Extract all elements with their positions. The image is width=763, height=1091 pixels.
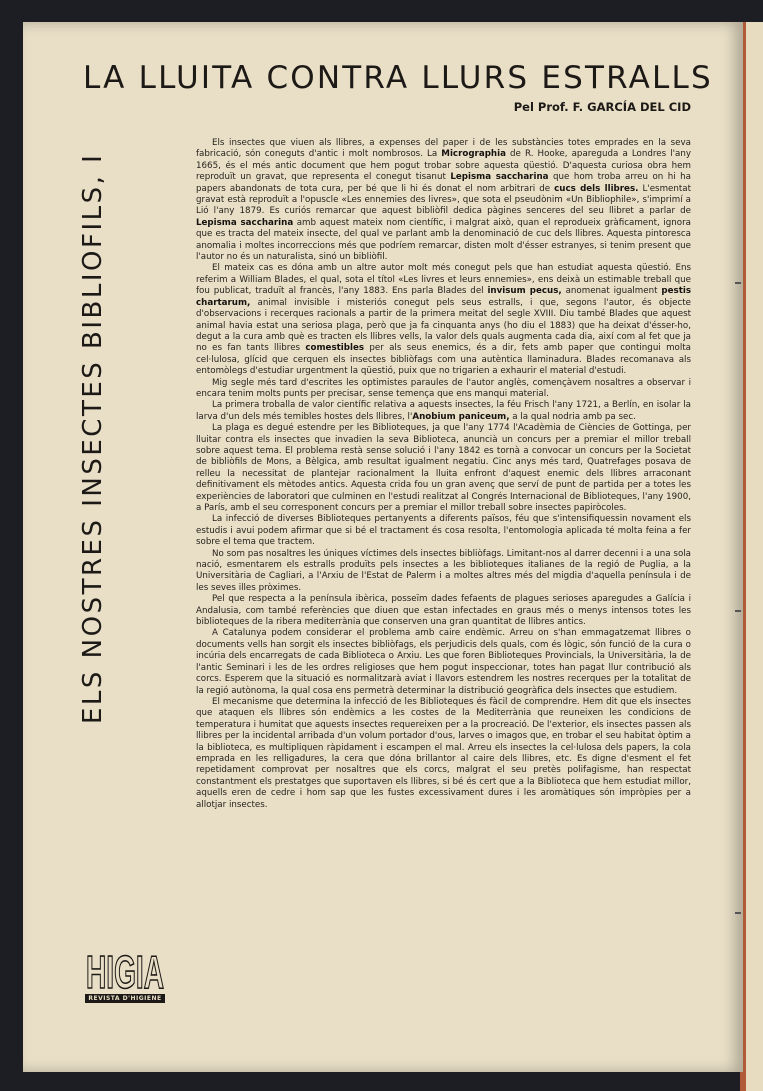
series-title-vertical: ELS NOSTRES INSECTES BIBLIOFILS, I	[78, 152, 108, 724]
binding-mark	[735, 282, 741, 284]
article-body	[196, 138, 691, 811]
paragraph: La plaga es degué estendre per les Biblioteques, ja que l'any 1774 l'Acadèmia de Ciències de Gottinga, per lluitar contra els insectes que invadien la seva Biblioteca, anuncià un concurs per a premiar el millor treball sobre aquest tema. El problema restà sense solució i l'any 1842 es tornà a convocar un concurs per la Societat de bibliòfils de Mons, a Bèlgica, amb resultat igualment negatiu. Cinc anys més tard, Quatrefages posava de relleu la necessitat de plantejar racionalment la lluita enfront d'aquest enemic dels llibres arraconant definitivament els mètodes antics. Aquesta crida fou un gran avenç que serví de punt de partida per a totes les experiències de laboratori que culminen en l'estudi realitzat al Congrés Internacional de Biblioteques, l'any 1900, a París, amb el seu corresponent concurs per a premiar el millor treball sobre insectes papiròcoles.	[196, 423, 691, 513]
binding-mark	[735, 610, 741, 612]
logo-subtitle: REVISTA D'HIGIENE	[85, 994, 165, 1003]
facing-page-edge	[740, 22, 763, 1091]
article-title: LA LLUITA CONTRA LLURS ESTRALLS	[83, 60, 713, 96]
paragraph: No som pas nosaltres les úniques víctimes dels insectes bibliòfags. Limitant-nos al darrer decenni i a una sola nació, esmentarem els estralls produïts pels insectes a les biblioteques italianes de la regió de Puglia, a la Universitària de Cagliari, a l'Arxiu de l'Estat de Palerm i a moltes altres més del migdia d'aquella península i de les seves illes pròximes.	[196, 548, 691, 593]
paragraph: A Catalunya podem considerar el problema amb caire endèmic. Arreu on s'han emmagatzemat llibres o documents vells han sorgit els insectes bibliòfags, els perjudicis dels quals, com és lògic, són funció de la cura o incúria dels encarregats de cada Biblioteca o Arxiu. Les que foren Biblioteques Provincials, la Universitària, la de l'antic Seminari i les de les ordres religioses que hem pogut inspeccionar, totes han pagat llur contribució als corcs. Esperem que la situació es normalitzarà aviat i llavors estendrem les nostres recerques per la totalitat de la regió autònoma, la qual cosa ens permetrà determinar la distribució geogràfica dels insectes que estudiem.	[196, 628, 691, 696]
magazine-page	[23, 22, 743, 1072]
facing-page	[746, 22, 763, 1091]
paragraph: El mecanisme que determina la infecció de les Biblioteques és fàcil de comprendre. Hem dit que els insectes que ataquen els llibres són endèmics a les costes de la Mediterrània que reuneixen les condicions de temperatura i humitat que aquests insectes requereixen per a la procreació. De l'exterior, els insectes passen als llibres per la incidental arribada d'un volum portador d'ous, larves o imagos que, en trobar el seu habitat òptim a la biblioteca, es multipliquen ràpidament i escampen el mal. Arreu els insectes la cel·lulosa dels papers, la cola emprada en les relligadures, la cera que dóna brillantor al caire dels llibres, etc. Es digne d'esment el fet repetidament comprovat per nosaltres que els corcs, malgrat el seu pretès polifagisme, han respectat constantment els prestatges que suportaven els llibres, si bé és cert que a la Biblioteca que hem estudiat millor, aquells eren de cedre i hom sap que les fustes excessivament dures i les aromàtiques són impròpies per a allotjar insectes.	[196, 696, 691, 810]
article-byline: Pel Prof. F. GARCÍA DEL CID	[513, 100, 691, 114]
paragraph: Mig segle més tard d'escrites les optimistes paraules de l'autor anglès, començàvem nosaltres a observar i encara tenim molts punts per precisar, sense temença que ens manqui material.	[196, 377, 691, 399]
paragraph: El mateix cas es dóna amb un altre autor molt més conegut pels que han estudiat aquesta qüestió. Ens referim a William Blades, el qual, sota el títol «Les livres et leurs ennemies», ens deixà un estimable treball que fou publicat, traduït al francès, l'any 1883. Ens parla Blades del invisum pecus, anomenat igualment pestis chartarum, animal invisible i misteriós conegut pels seus estralls, i que, segons l'autor, és objecte d'observacions i recerques racionals a partir de la primera meitat del segle XVIII. Diu també Blades que aquest animal havia estat una seriosa plaga, però que ja fa cinquanta anys (ho diu el 1883) que ha deixat d'ésser-ho, degut a la cura amb què es tracten els llibres vells, la valor dels quals augmenta cada dia, així com al fet que ja no es fan tants llibres comestibles per als seus enemics, és a dir, fets amb paper que contingui molta cel·lulosa, glícid que cerquen els insectes bibliòfags com una autèntica llaminadura. Blades recomanava als entomòlegs d'estudiar urgentment la qüestió, puix que no trigarien a exhaurir el material d'estudi.	[196, 263, 691, 377]
higia-logo-mark	[85, 948, 165, 992]
paragraph: Els insectes que viuen als llibres, a expenses del paper i de les substàncies totes emprades en la seva fabricació, són coneguts d'antic i molt nombrosos. La Micrographia de R. Hooke, apareguda a Londres l'any 1665, és el més antic document que hem pogut trobar sobre aquesta qüestió. D'aquesta curiosa obra hem reproduït un gravat, que representa el conegut tisanut Lepisma saccharina que hom troba arreu on hi ha papers abandonats de tota cura, per bé que li hi és donat el nom arbitrari de cucs dels llibres. L'esmentat gravat està reproduït a l'opuscle «Les ennemies des livres», que sota el pseudònim «Un Bibliophile», s'imprimí a Lió l'any 1879. Es curiós remarcar que aquest bibliòfil dedica pàgines senceres del seu llibret a parlar de Lepisma saccharina amb aquest mateix nom científic, i malgrat això, quan el reprodueix gràficament, ignora que es tracta del mateix insecte, del qual ve parlant amb la denominació de cuc dels llibres. Aquesta pintoresca anomalia i moltes incorreccions més que podríem remarcar, disten molt d'ésser estranyes, si tenim present que l'autor no és un naturalista, sinó un bibliòfil.	[196, 138, 692, 263]
paragraph: La infecció de diverses Biblioteques pertanyents a diferents països, féu que s'intensifiquessin novament els estudis i avui podem afirmar que si bé el tractament és cosa resolta, l'entomologia aplicada té molta feina a fer sobre el tema que tractem.	[196, 514, 691, 548]
higia-logo	[85, 948, 165, 1003]
svg-text:HIGIA: HIGIA	[86, 948, 164, 992]
paragraph: La primera troballa de valor científic relativa a aquests insectes, la féu Frisch l'any 1721, a Berlín, en isolar la larva d'un dels més temibles hostes dels llibres, l'Anobium paniceum, a la qual nodria amb pa sec.	[196, 400, 691, 422]
binding-mark	[735, 912, 741, 914]
paragraph: Pel que respecta a la península ibèrica, posseïm dades fefaents de plagues serioses aparegudes a Galícia i Andalusia, com també referències que diuen que estan infectades en graus més o menys intensos totes les biblioteques de la ribera mediterrània que conserven una gran quantitat de llibres antics.	[196, 594, 691, 628]
